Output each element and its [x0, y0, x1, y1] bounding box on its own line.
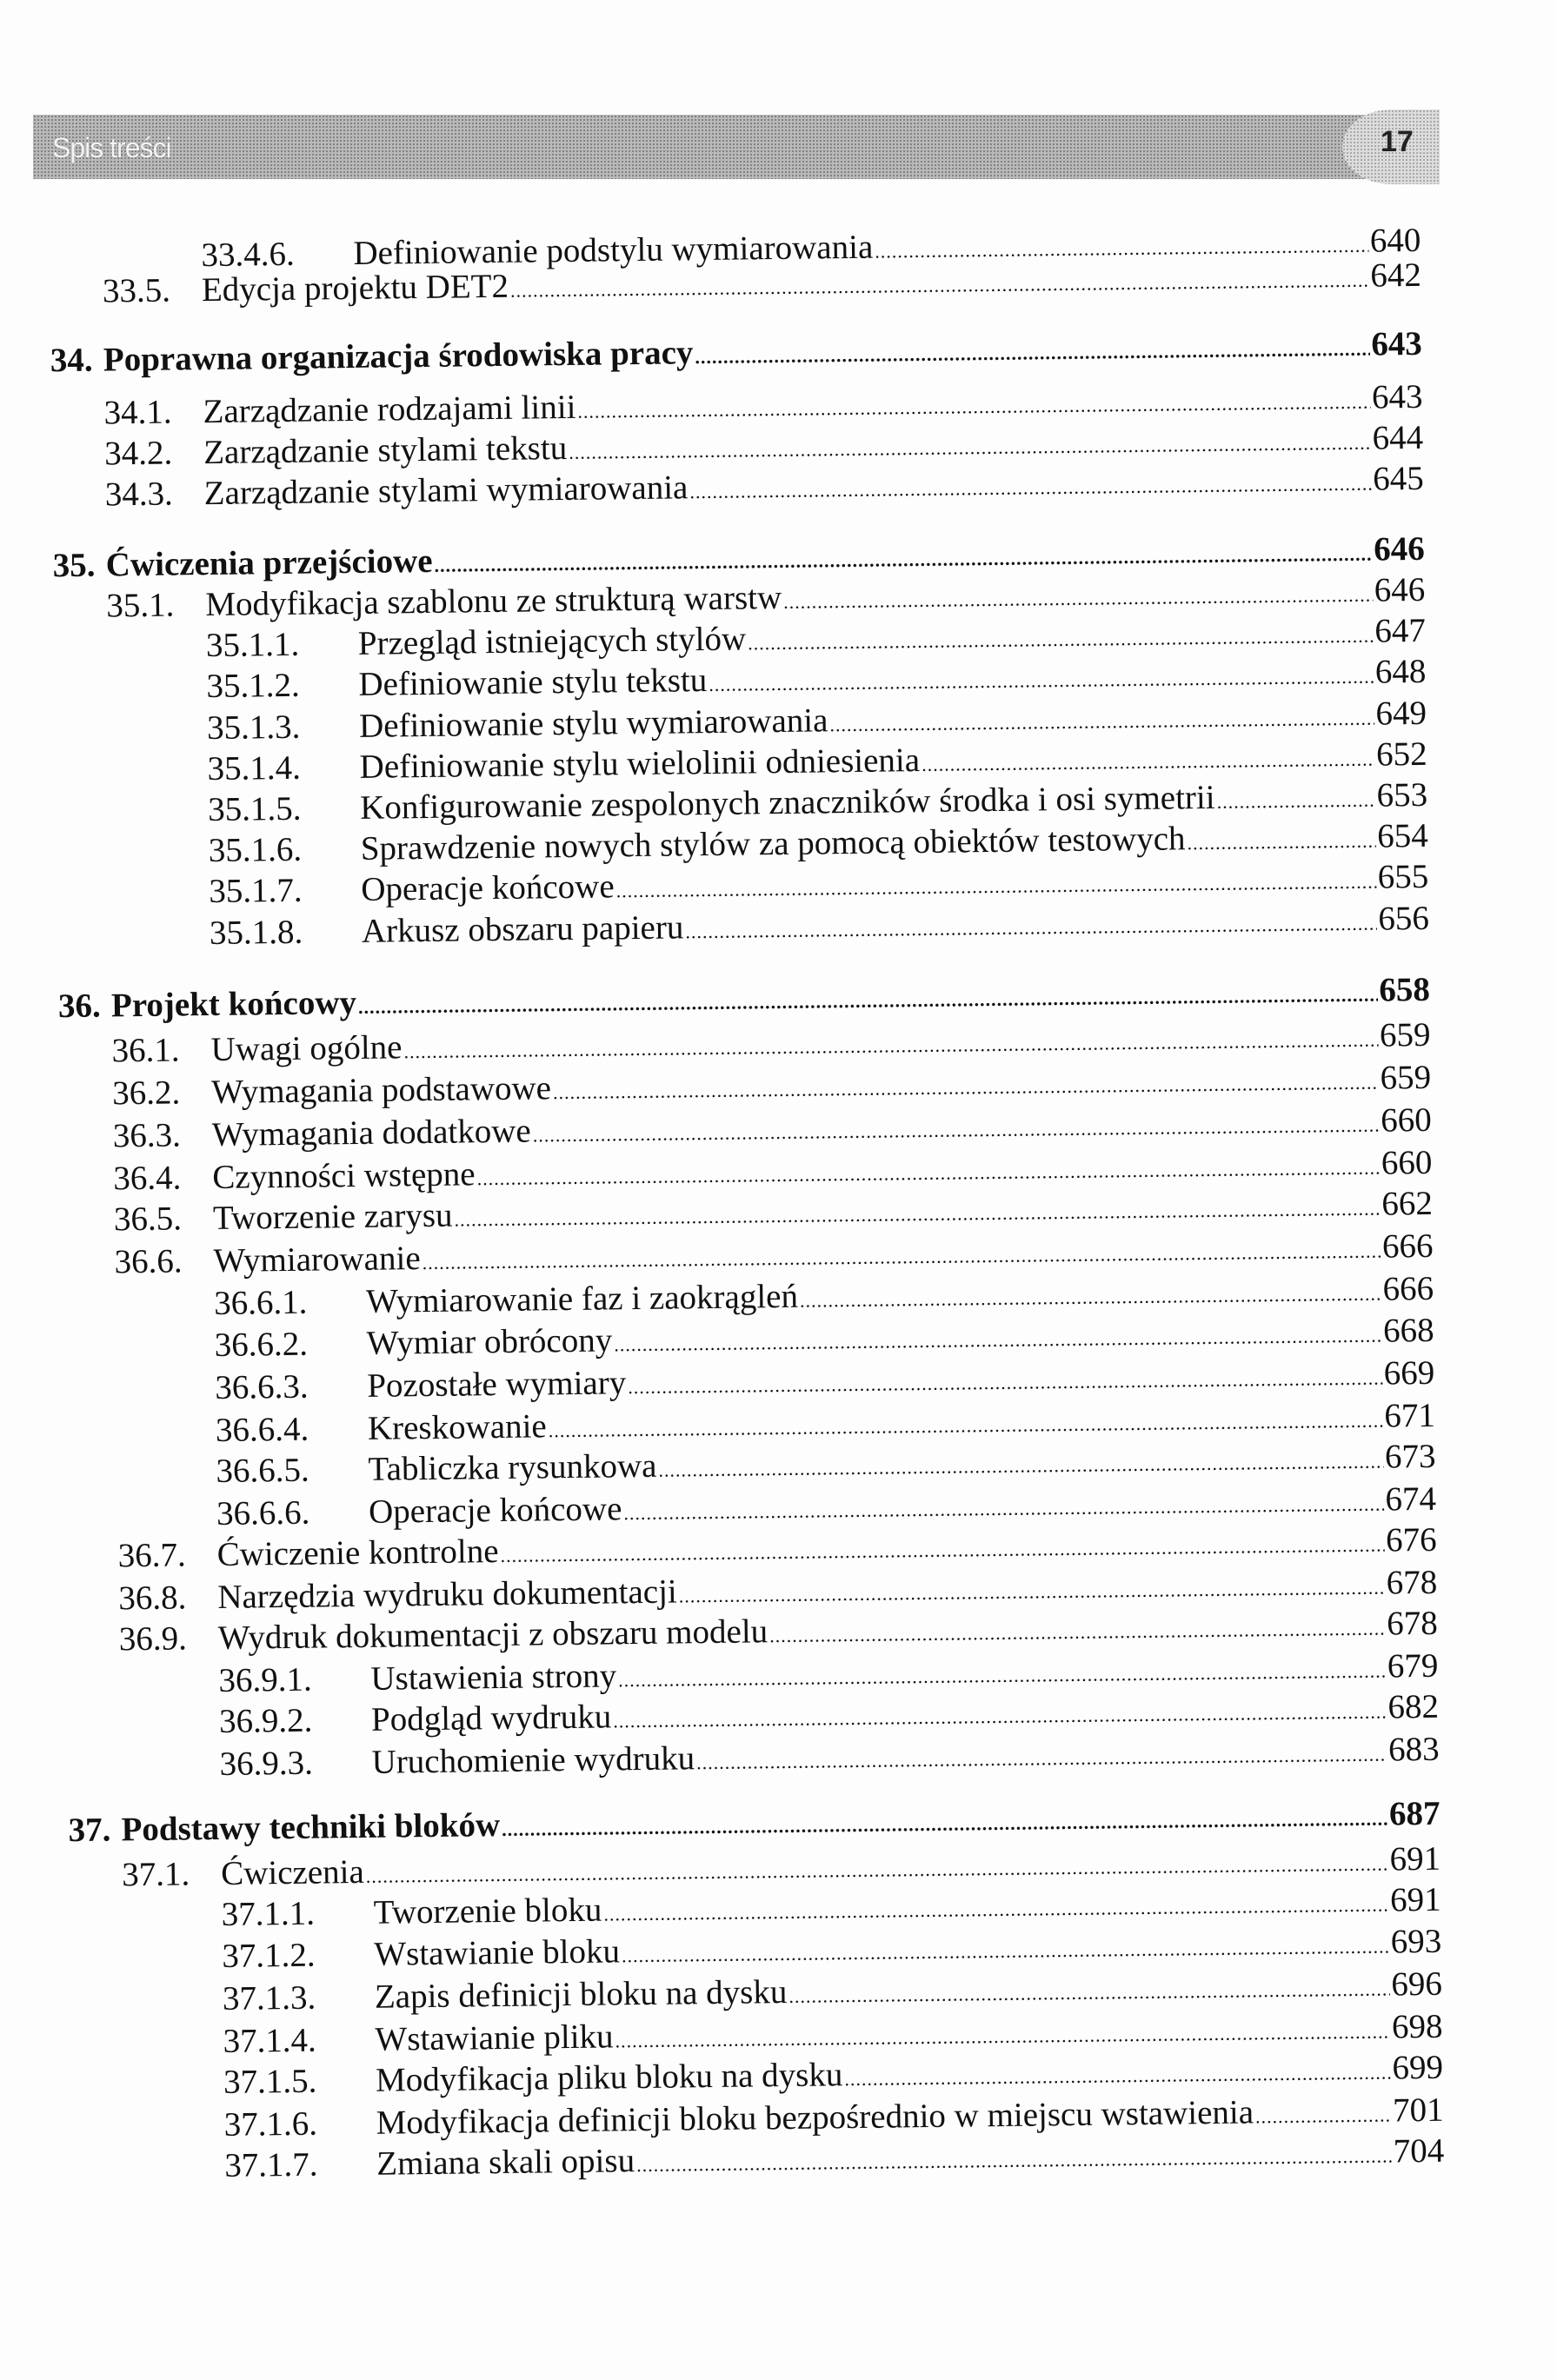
- toc-title: Projekt końcowy: [110, 983, 357, 1025]
- toc-number: 35.1.7.: [209, 872, 303, 911]
- toc-title: Zarządzanie stylami tekstu: [203, 429, 568, 472]
- toc-title: Definiowanie stylu wymiarowania: [358, 701, 828, 745]
- toc-page: 654: [1376, 817, 1428, 855]
- toc-number: 36.9.1.: [218, 1660, 312, 1700]
- toc-page: 660: [1380, 1101, 1432, 1140]
- toc-page: 696: [1391, 1964, 1443, 2004]
- toc-title: Ćwiczenie kontrolne: [216, 1532, 499, 1573]
- toc-page: 682: [1387, 1688, 1440, 1726]
- toc-title: Modyfikacja pliku bloku na dysku: [375, 2056, 843, 2099]
- toc-number: 36.6.3.: [215, 1367, 309, 1406]
- toc-title: Wydruk dokumentacji z obszaru modelu: [217, 1612, 769, 1658]
- toc-title: Operacje końcowe: [361, 868, 615, 909]
- toc-title: Ustawienia strony: [370, 1657, 617, 1698]
- toc-title: Edycja projektu DET2: [201, 267, 509, 309]
- toc-page: 643: [1371, 377, 1423, 416]
- toc-page: 668: [1382, 1311, 1434, 1350]
- toc-title: Zarządzanie rodzajami linii: [203, 388, 576, 430]
- toc-number: 35.1.2.: [206, 667, 301, 706]
- toc-page: 645: [1372, 460, 1424, 498]
- dot-leader: [1255, 2095, 1392, 2137]
- toc-page: 642: [1370, 256, 1422, 295]
- toc-number: 37.: [68, 1811, 111, 1849]
- toc-title: Konfigurowanie zespolonych znaczników środka i osi symetrii: [359, 778, 1215, 827]
- toc-title: Sprawdzenie nowych stylów za pomocą obiektów testowych: [360, 820, 1186, 868]
- toc-page: 649: [1375, 694, 1427, 733]
- toc-number: 35.1.3.: [206, 708, 301, 747]
- dot-leader: [1216, 781, 1375, 822]
- dot-leader: [636, 2137, 1392, 2186]
- toc-title: Czynności wstępne: [212, 1155, 476, 1197]
- toc-number: 37.1.3.: [222, 1978, 316, 2018]
- toc-page: 646: [1373, 529, 1425, 568]
- toc-page: 658: [1379, 970, 1431, 1009]
- toc-page: 673: [1384, 1437, 1436, 1476]
- toc-number: 37.1.7.: [224, 2145, 318, 2184]
- toc-page: 693: [1390, 1922, 1442, 1961]
- toc-number: 36.6.1.: [213, 1284, 308, 1323]
- toc-number: 36.8.: [118, 1579, 187, 1618]
- toc-number: 36.7.: [117, 1536, 186, 1575]
- toc-page: 678: [1386, 1563, 1438, 1602]
- toc-number: 33.4.6.: [201, 235, 295, 274]
- toc-title: Tabliczka rysunkowa: [368, 1446, 657, 1488]
- toc-page: 698: [1391, 2007, 1443, 2046]
- toc-title: Wymagania podstawowe: [210, 1069, 552, 1112]
- toc-number: 36.2.: [111, 1074, 181, 1113]
- toc-title: Operacje końcowe: [368, 1490, 622, 1531]
- toc-page: 699: [1392, 2048, 1444, 2087]
- toc-title: Podgląd wydruku: [370, 1698, 612, 1739]
- toc-title: Uwagi ogólne: [210, 1028, 403, 1069]
- toc-number: 36.9.3.: [219, 1744, 314, 1784]
- toc-page: 662: [1381, 1185, 1434, 1224]
- toc-number: 37.1.: [121, 1855, 190, 1894]
- toc-page: 678: [1387, 1604, 1439, 1643]
- dot-leader: [689, 464, 1371, 513]
- toc-number: 36.4.: [113, 1159, 182, 1198]
- toc-page: 652: [1375, 735, 1427, 774]
- toc-title: Definiowanie stylu tekstu: [358, 661, 708, 704]
- dot-leader: [1187, 821, 1375, 864]
- toc-page: 655: [1377, 858, 1429, 897]
- toc-page: 660: [1381, 1144, 1433, 1182]
- toc-title: Pozostałe wymiary: [367, 1363, 627, 1405]
- toc-title: Arkusz obszaru papieru: [361, 907, 684, 950]
- toc-page: 643: [1371, 324, 1423, 363]
- toc-title: Wstawianie pliku: [375, 2018, 614, 2058]
- dot-leader: [685, 903, 1377, 952]
- toc-page: 676: [1385, 1520, 1437, 1559]
- toc-page: 691: [1389, 1881, 1441, 1919]
- toc-number: 36.1.: [111, 1031, 180, 1070]
- toc-number: 36.9.: [118, 1619, 188, 1659]
- toc-page: 671: [1384, 1396, 1436, 1435]
- toc-page: 666: [1382, 1270, 1434, 1308]
- toc-page: 653: [1376, 775, 1428, 814]
- toc-page: 687: [1388, 1794, 1441, 1833]
- toc-title: Zmiana skali opisu: [376, 2142, 635, 2183]
- toc-number: 34.1.: [103, 393, 172, 432]
- toc-number: 37.1.4.: [223, 2021, 317, 2060]
- toc-number: 37.1.5.: [223, 2062, 317, 2101]
- toc-title: Zapis definicji bloku na dysku: [374, 1972, 788, 2016]
- toc-title: Definiowanie podstylu wymiarowania: [353, 228, 874, 272]
- toc-number: 35.1.8.: [209, 913, 303, 952]
- toc-number: 34.: [50, 341, 93, 379]
- toc-page: 659: [1379, 1016, 1431, 1054]
- toc-number: 36.5.: [113, 1200, 183, 1239]
- toc-number: 33.5.: [102, 271, 171, 310]
- toc-title: Przegląd istniejących stylów: [357, 620, 747, 662]
- toc-title: Kreskowanie: [367, 1406, 547, 1447]
- toc-page: 640: [1369, 221, 1421, 260]
- toc-title: Wstawianie bloku: [374, 1932, 621, 1973]
- toc-number: 35.1.5.: [207, 789, 302, 829]
- toc-number: 35.1.6.: [208, 830, 303, 870]
- toc-title: Podstawy techniki bloków: [121, 1805, 501, 1849]
- toc-title: Wymiarowanie faz i zaokrągleń: [365, 1278, 799, 1321]
- toc-page: 691: [1389, 1840, 1441, 1878]
- dot-leader: [695, 329, 1369, 376]
- dot-leader: [696, 1735, 1387, 1784]
- toc-title: Wymiar obrócony: [366, 1321, 613, 1362]
- toc-title: Definiowanie stylu wielolinii odniesienia: [359, 741, 921, 786]
- header-title: Spis treści: [52, 132, 171, 163]
- toc-number: 35.1.1.: [205, 625, 300, 665]
- toc-number: 34.3.: [104, 475, 174, 514]
- toc-number: 36.6.4.: [215, 1410, 309, 1449]
- toc-number: 37.1.2.: [222, 1936, 316, 1975]
- toc-title: Wymiarowanie: [213, 1240, 421, 1280]
- toc-number: 35.1.: [106, 586, 175, 625]
- toc-page: 683: [1387, 1731, 1440, 1769]
- toc-page: 659: [1380, 1059, 1432, 1097]
- toc-page: 644: [1372, 418, 1424, 457]
- toc-page: 674: [1385, 1479, 1437, 1519]
- toc-number: 36.9.2.: [218, 1702, 313, 1741]
- toc-page: 669: [1383, 1353, 1435, 1393]
- toc-number: 35.1.4.: [207, 748, 302, 788]
- toc-title: Tworzenie bloku: [373, 1891, 602, 1932]
- toc-page: 647: [1374, 611, 1427, 650]
- toc-number: 36.6.5.: [216, 1451, 310, 1490]
- page-number: 17: [1381, 125, 1414, 158]
- toc-page: 704: [1393, 2131, 1445, 2171]
- toc-number: 35.: [52, 546, 96, 584]
- toc-number: 36.6.2.: [214, 1325, 309, 1364]
- toc-page: 666: [1381, 1227, 1434, 1266]
- toc-title: Wymagania dodatkowe: [211, 1112, 531, 1154]
- toc-number: 37.1.6.: [223, 2104, 318, 2144]
- toc-title: Narzędzia wydruku dokumentacji: [217, 1572, 677, 1616]
- toc-title: Tworzenie zarysu: [212, 1197, 453, 1238]
- toc-page: 648: [1374, 653, 1427, 691]
- toc-number: 36.: [57, 987, 101, 1025]
- dot-leader: [510, 260, 1369, 310]
- toc-title: Zarządzanie stylami wymiarowania: [203, 469, 689, 513]
- toc-title: Modyfikacja definicji bloku bezpośrednio w miejscu wstawienia: [376, 2093, 1254, 2142]
- toc-number: 36.6.: [114, 1242, 183, 1281]
- toc-title: Poprawna organizacja środowiska pracy: [103, 333, 694, 378]
- toc-number: 37.1.1.: [221, 1895, 316, 1934]
- toc-page: 646: [1374, 570, 1426, 609]
- toc-page: 679: [1387, 1646, 1439, 1685]
- toc-title: Modyfikacja szablonu ze strukturą warstw: [205, 578, 782, 623]
- toc-number: 36.6.6.: [216, 1493, 310, 1532]
- toc-page: 701: [1392, 2091, 1444, 2130]
- toc-number: 36.3.: [112, 1116, 182, 1155]
- toc-title: Uruchomienie wydruku: [371, 1739, 695, 1782]
- toc-number: 34.2.: [103, 434, 173, 473]
- toc-title: Ćwiczenia: [220, 1853, 365, 1893]
- toc-page: 656: [1378, 899, 1430, 938]
- toc-title: Ćwiczenia przejściowe: [105, 542, 433, 584]
- toc-chapter: [50, 323, 1423, 384]
